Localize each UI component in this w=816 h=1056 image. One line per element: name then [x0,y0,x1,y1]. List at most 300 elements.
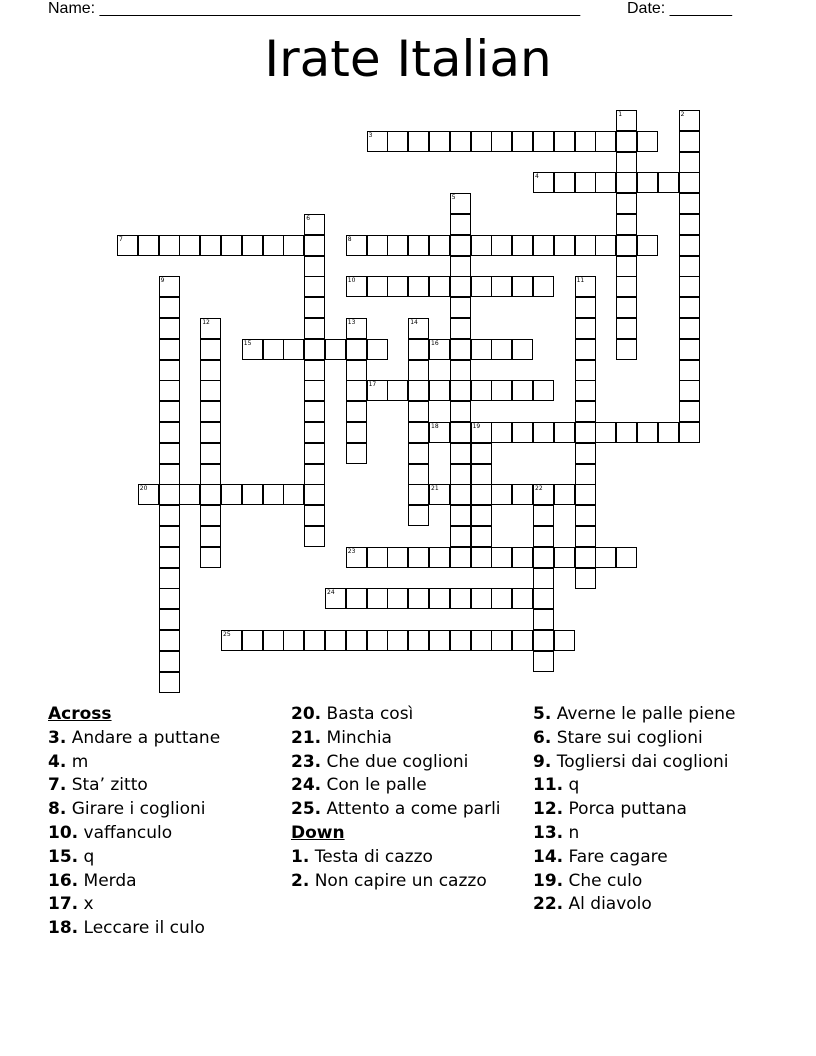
clue-item [48,727,278,751]
grid-cell[interactable] [533,505,554,526]
grid-cell[interactable] [450,484,471,505]
grid-cell[interactable] [367,131,388,152]
grid-cell[interactable] [221,484,242,505]
grid-cell[interactable] [408,380,429,401]
grid-cell[interactable] [159,380,180,401]
grid-cell[interactable] [367,276,388,297]
grid-cell[interactable] [471,380,492,401]
grid-cell[interactable] [491,422,512,443]
grid-cell[interactable] [491,380,512,401]
grid-cell[interactable] [304,339,325,360]
grid-cell[interactable] [408,235,429,256]
grid-cell[interactable] [200,526,221,547]
grid-cell[interactable] [471,484,492,505]
grid-cell[interactable] [346,360,367,381]
grid-cell[interactable] [471,588,492,609]
grid-cell[interactable] [533,609,554,630]
grid-cell[interactable] [450,193,471,214]
grid-cell[interactable] [595,131,616,152]
grid-cell[interactable] [159,443,180,464]
grid-cell[interactable] [575,505,596,526]
grid-cell[interactable] [408,505,429,526]
grid-cell[interactable] [512,547,533,568]
grid-cell[interactable] [346,443,367,464]
grid-cell[interactable] [429,630,450,651]
grid-cell[interactable] [159,318,180,339]
grid-cell[interactable] [408,360,429,381]
grid-cell[interactable] [471,422,492,443]
grid-cell[interactable] [491,484,512,505]
grid-cell[interactable] [471,131,492,152]
grid-cell[interactable] [346,422,367,443]
grid-cell[interactable] [159,526,180,547]
grid-cell[interactable] [679,297,700,318]
grid-cell[interactable] [408,630,429,651]
grid-cell[interactable] [387,588,408,609]
grid-cell[interactable] [595,172,616,193]
grid-cell[interactable] [450,526,471,547]
grid-cell[interactable] [679,152,700,173]
grid-cell[interactable] [304,360,325,381]
grid-cell[interactable] [263,339,284,360]
grid-cell[interactable] [346,235,367,256]
clue-number: 13 [347,319,356,326]
grid-cell[interactable] [491,339,512,360]
clue-item [533,798,768,822]
grid-cell[interactable] [491,588,512,609]
grid-cell[interactable] [616,172,637,193]
grid-cell[interactable] [471,443,492,464]
grid-cell[interactable] [346,339,367,360]
grid-cell[interactable] [616,547,637,568]
grid-cell[interactable] [512,380,533,401]
grid-cell[interactable] [679,360,700,381]
grid-cell[interactable] [471,464,492,485]
grid-cell[interactable] [491,235,512,256]
grid-cell[interactable] [637,422,658,443]
grid-cell[interactable] [179,484,200,505]
clue-number: 2 [680,111,685,118]
grid-cell[interactable] [200,443,221,464]
clue-number: 21 [431,485,439,493]
grid-cell[interactable] [512,339,533,360]
grid-cell[interactable] [200,360,221,381]
grid-cell[interactable] [408,131,429,152]
grid-cell[interactable] [491,276,512,297]
grid-cell[interactable] [242,630,263,651]
grid-cell[interactable] [679,172,700,193]
grid-cell[interactable] [575,339,596,360]
grid-cell[interactable] [533,172,554,193]
clue-item [533,822,768,846]
grid-cell[interactable] [159,235,180,256]
grid-cell[interactable] [616,152,637,173]
grid-cell[interactable] [658,172,679,193]
grid-cell[interactable] [450,505,471,526]
grid-cell[interactable] [616,276,637,297]
grid-cell[interactable] [533,235,554,256]
clue-item [533,846,768,870]
clue-item [48,870,278,894]
grid-cell[interactable] [679,235,700,256]
grid-cell[interactable] [512,484,533,505]
grid-cell[interactable] [346,588,367,609]
grid-cell[interactable] [283,484,304,505]
grid-cell[interactable] [575,464,596,485]
grid-cell[interactable] [554,422,575,443]
grid-cell[interactable] [679,193,700,214]
grid-cell[interactable] [159,339,180,360]
clue-text: Andare a puttane [66,727,221,748]
grid-cell[interactable] [408,547,429,568]
grid-cell[interactable] [200,484,221,505]
grid-cell[interactable] [533,484,554,505]
grid-cell[interactable] [408,339,429,360]
grid-cell[interactable] [387,380,408,401]
grid-cell[interactable] [595,235,616,256]
grid-cell[interactable] [304,256,325,277]
clue-number: 18 [431,423,439,430]
grid-cell[interactable] [304,422,325,443]
grid-cell[interactable] [575,318,596,339]
grid-cell[interactable] [159,547,180,568]
clue-text: Testa di cazzo [309,846,433,867]
grid-cell[interactable] [221,630,242,651]
grid-cell[interactable] [679,339,700,360]
grid-cell[interactable] [159,588,180,609]
grid-cell[interactable] [616,297,637,318]
grid-cell[interactable] [554,235,575,256]
grid-cell[interactable] [429,547,450,568]
grid-cell[interactable] [575,401,596,422]
grid-cell[interactable] [367,235,388,256]
grid-cell[interactable] [679,131,700,152]
clue-num: 6. [533,727,552,748]
grid-cell[interactable] [575,131,596,152]
grid-cell[interactable] [346,380,367,401]
grid-cell[interactable] [679,380,700,401]
clue-text: q [78,846,95,867]
grid-cell[interactable] [575,484,596,505]
grid-cell[interactable] [450,235,471,256]
grid-cell[interactable] [575,568,596,589]
grid-cell[interactable] [429,131,450,152]
grid-cell[interactable] [450,630,471,651]
grid-cell[interactable] [242,235,263,256]
grid-cell[interactable] [616,110,637,131]
grid-cell[interactable] [408,443,429,464]
grid-cell[interactable] [429,484,450,505]
grid-cell[interactable] [450,588,471,609]
grid-cell[interactable] [346,630,367,651]
grid-cell[interactable] [616,214,637,235]
grid-cell[interactable] [387,131,408,152]
grid-cell[interactable] [679,256,700,277]
clue-number: 15 [243,339,252,347]
grid-cell[interactable] [450,339,471,360]
grid-cell[interactable] [408,422,429,443]
grid-cell[interactable] [304,235,325,256]
grid-cell[interactable] [616,131,637,152]
grid-cell[interactable] [533,422,554,443]
grid-cell[interactable] [179,235,200,256]
grid-cell[interactable] [200,339,221,360]
grid-cell[interactable] [263,484,284,505]
grid-cell[interactable] [450,380,471,401]
grid-cell[interactable] [304,630,325,651]
grid-cell[interactable] [159,464,180,485]
grid-cell[interactable] [159,609,180,630]
grid-cell[interactable] [242,484,263,505]
clue-number: 3 [368,131,373,139]
grid-cell[interactable] [533,380,554,401]
clue-item [48,893,278,917]
clue-item [48,798,278,822]
grid-cell[interactable] [533,131,554,152]
grid-cell[interactable] [138,235,159,256]
grid-cell[interactable] [450,214,471,235]
grid-cell[interactable] [491,630,512,651]
grid-cell[interactable] [159,505,180,526]
grid-cell[interactable] [408,318,429,339]
grid-cell[interactable] [554,547,575,568]
grid-cell[interactable] [512,235,533,256]
grid-cell[interactable] [159,630,180,651]
grid-cell[interactable] [658,422,679,443]
grid-cell[interactable] [367,630,388,651]
grid-cell[interactable] [450,131,471,152]
grid-cell[interactable] [387,630,408,651]
grid-cell[interactable] [429,422,450,443]
grid-cell[interactable] [450,422,471,443]
grid-cell[interactable] [304,484,325,505]
grid-cell[interactable] [616,422,637,443]
grid-cell[interactable] [159,360,180,381]
grid-cell[interactable] [429,339,450,360]
grid-cell[interactable] [616,256,637,277]
grid-cell[interactable] [575,360,596,381]
grid-cell[interactable] [450,464,471,485]
grid-cell[interactable] [575,380,596,401]
grid-cell[interactable] [471,276,492,297]
grid-cell[interactable] [408,401,429,422]
grid-cell[interactable] [304,276,325,297]
clue-num: 15. [48,846,79,867]
grid-cell[interactable] [491,547,512,568]
grid-cell[interactable] [533,630,554,651]
grid-cell[interactable] [450,360,471,381]
grid-cell[interactable] [533,276,554,297]
grid-cell[interactable] [512,630,533,651]
grid-cell[interactable] [471,235,492,256]
grid-cell[interactable] [512,276,533,297]
grid-cell[interactable] [429,276,450,297]
grid-cell[interactable] [304,297,325,318]
grid-cell[interactable] [387,235,408,256]
clue-text: Leccare il culo [78,918,205,939]
grid-cell[interactable] [159,297,180,318]
grid-cell[interactable] [304,214,325,235]
clue-item [48,751,278,775]
grid-cell[interactable] [200,380,221,401]
grid-cell[interactable] [637,131,658,152]
grid-cell[interactable] [575,526,596,547]
grid-cell[interactable] [429,235,450,256]
grid-cell[interactable] [200,464,221,485]
grid-cell[interactable] [200,422,221,443]
clue-text: Porca puttana [563,799,687,820]
grid-cell[interactable] [200,318,221,339]
grid-cell[interactable] [533,547,554,568]
grid-cell[interactable] [616,235,637,256]
clue-item [533,703,768,727]
clue-item [48,917,278,941]
grid-cell[interactable] [554,172,575,193]
grid-cell[interactable] [304,401,325,422]
clue-num: 7. [48,775,67,796]
grid-cell[interactable] [616,339,637,360]
grid-cell[interactable] [159,651,180,672]
grid-cell[interactable] [533,651,554,672]
grid-cell[interactable] [325,339,346,360]
grid-cell[interactable] [325,588,346,609]
grid-cell[interactable] [512,588,533,609]
clue-num: 17. [48,894,79,915]
grid-cell[interactable] [575,235,596,256]
grid-cell[interactable] [346,318,367,339]
grid-cell[interactable] [533,568,554,589]
grid-cell[interactable] [595,547,616,568]
clue-text: Al diavolo [563,894,652,915]
grid-cell[interactable] [367,339,388,360]
grid-cell[interactable] [367,380,388,401]
grid-cell[interactable] [263,235,284,256]
grid-cell[interactable] [450,443,471,464]
grid-cell[interactable] [242,339,263,360]
grid-cell[interactable] [450,547,471,568]
clue-text: Non capire un cazzo [309,870,487,891]
grid-cell[interactable] [679,110,700,131]
grid-cell[interactable] [221,235,242,256]
grid-cell[interactable] [471,505,492,526]
grid-cell[interactable] [512,131,533,152]
grid-cell[interactable] [637,235,658,256]
grid-cell[interactable] [200,401,221,422]
grid-cell[interactable] [159,276,180,297]
grid-cell[interactable] [679,214,700,235]
grid-cell[interactable] [679,401,700,422]
grid-cell[interactable] [471,630,492,651]
grid-cell[interactable] [575,297,596,318]
grid-cell[interactable] [679,422,700,443]
grid-cell[interactable] [575,276,596,297]
grid-cell[interactable] [575,547,596,568]
grid-cell[interactable] [304,464,325,485]
grid-cell[interactable] [450,276,471,297]
grid-cell[interactable] [616,318,637,339]
grid-cell[interactable] [387,276,408,297]
grid-cell[interactable] [429,588,450,609]
grid-cell[interactable] [471,547,492,568]
grid-cell[interactable] [159,401,180,422]
grid-cell[interactable] [471,339,492,360]
grid-cell[interactable] [263,630,284,651]
grid-cell[interactable] [304,318,325,339]
grid-cell[interactable] [408,588,429,609]
clue-num: 14. [533,846,564,867]
grid-cell[interactable] [491,131,512,152]
clue-num: 12. [533,799,564,820]
grid-cell[interactable] [512,422,533,443]
grid-cell[interactable] [616,193,637,214]
grid-cell[interactable] [200,505,221,526]
clue-num: 1. [291,846,310,867]
clue-item [533,774,768,798]
grid-cell[interactable] [679,276,700,297]
grid-cell[interactable] [595,422,616,443]
grid-cell[interactable] [138,484,159,505]
grid-cell[interactable] [283,339,304,360]
grid-cell[interactable] [283,235,304,256]
grid-cell[interactable] [450,401,471,422]
grid-cell[interactable] [533,526,554,547]
grid-cell[interactable] [304,380,325,401]
grid-cell[interactable] [408,276,429,297]
grid-cell[interactable] [159,422,180,443]
grid-cell[interactable] [325,630,346,651]
grid-cell[interactable] [367,588,388,609]
grid-cell[interactable] [533,588,554,609]
grid-cell[interactable] [575,443,596,464]
grid-cell[interactable] [471,526,492,547]
grid-cell[interactable] [450,318,471,339]
grid-cell[interactable] [159,484,180,505]
clue-text: m [66,751,89,772]
grid-cell[interactable] [200,547,221,568]
grid-cell[interactable] [117,235,138,256]
grid-cell[interactable] [408,464,429,485]
grid-cell[interactable] [554,131,575,152]
clue-number: 22 [535,485,543,493]
clue-number: 12 [202,319,210,326]
grid-cell[interactable] [159,672,180,693]
grid-cell[interactable] [554,484,575,505]
grid-cell[interactable] [387,547,408,568]
grid-cell[interactable] [159,568,180,589]
grid-cell[interactable] [429,380,450,401]
grid-cell[interactable] [346,276,367,297]
grid-cell[interactable] [304,443,325,464]
grid-cell[interactable] [679,318,700,339]
grid-cell[interactable] [637,172,658,193]
grid-cell[interactable] [304,505,325,526]
grid-cell[interactable] [283,630,304,651]
grid-cell[interactable] [554,630,575,651]
grid-cell[interactable] [450,297,471,318]
grid-cell[interactable] [200,235,221,256]
clue-item [533,727,768,751]
grid-cell[interactable] [450,256,471,277]
clue-num: 13. [533,822,564,843]
grid-cell[interactable] [367,547,388,568]
clue-text: Con le palle [321,775,427,796]
grid-cell[interactable] [408,484,429,505]
grid-cell[interactable] [346,401,367,422]
grid-cell[interactable] [575,172,596,193]
grid-cell[interactable] [346,547,367,568]
grid-cell[interactable] [304,526,325,547]
grid-cell[interactable] [575,422,596,443]
